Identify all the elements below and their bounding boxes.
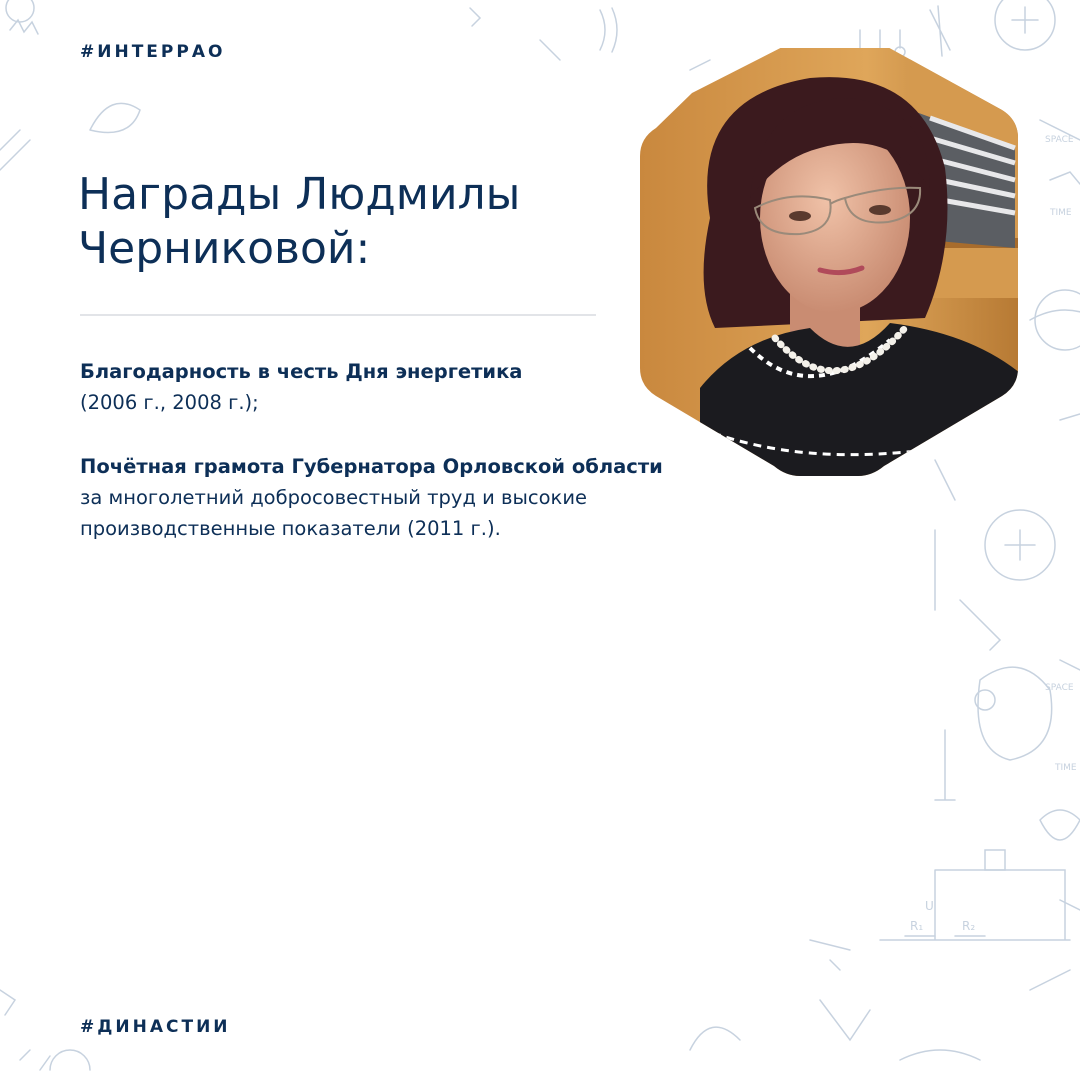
hashtag-interrao: #ИНТЕРРАО bbox=[80, 42, 226, 62]
hashtag-dinastii: #ДИНАСТИИ bbox=[80, 1017, 231, 1037]
award-name: Благодарность в честь Дня энергетика bbox=[80, 360, 523, 383]
doodle-label-time: TIME bbox=[1050, 208, 1072, 218]
doodle-label-space: SPACE bbox=[1045, 683, 1074, 693]
award-name: Почётная грамота Губернатора Орловской области bbox=[80, 455, 663, 478]
award-item bbox=[80, 451, 680, 544]
doodle-label-r2: R₂ bbox=[962, 919, 976, 933]
page-title bbox=[78, 168, 618, 276]
title-line: Черниковой: bbox=[78, 223, 371, 274]
doodle-label-u: U bbox=[925, 899, 934, 913]
award-details: за многолетний добросовестный труд и высокие производственные показатели (2011 г.). bbox=[80, 486, 587, 540]
divider bbox=[80, 314, 596, 316]
award-item bbox=[80, 356, 680, 418]
portrait-photo bbox=[640, 48, 1018, 476]
title-line: Награды Людмилы bbox=[78, 169, 521, 220]
doodle-label-time: TIME bbox=[1055, 763, 1077, 773]
award-details: (2006 г., 2008 г.); bbox=[80, 391, 259, 414]
doodle-label-space: SPACE bbox=[1045, 135, 1074, 145]
doodle-label-r1: R₁ bbox=[910, 919, 924, 933]
